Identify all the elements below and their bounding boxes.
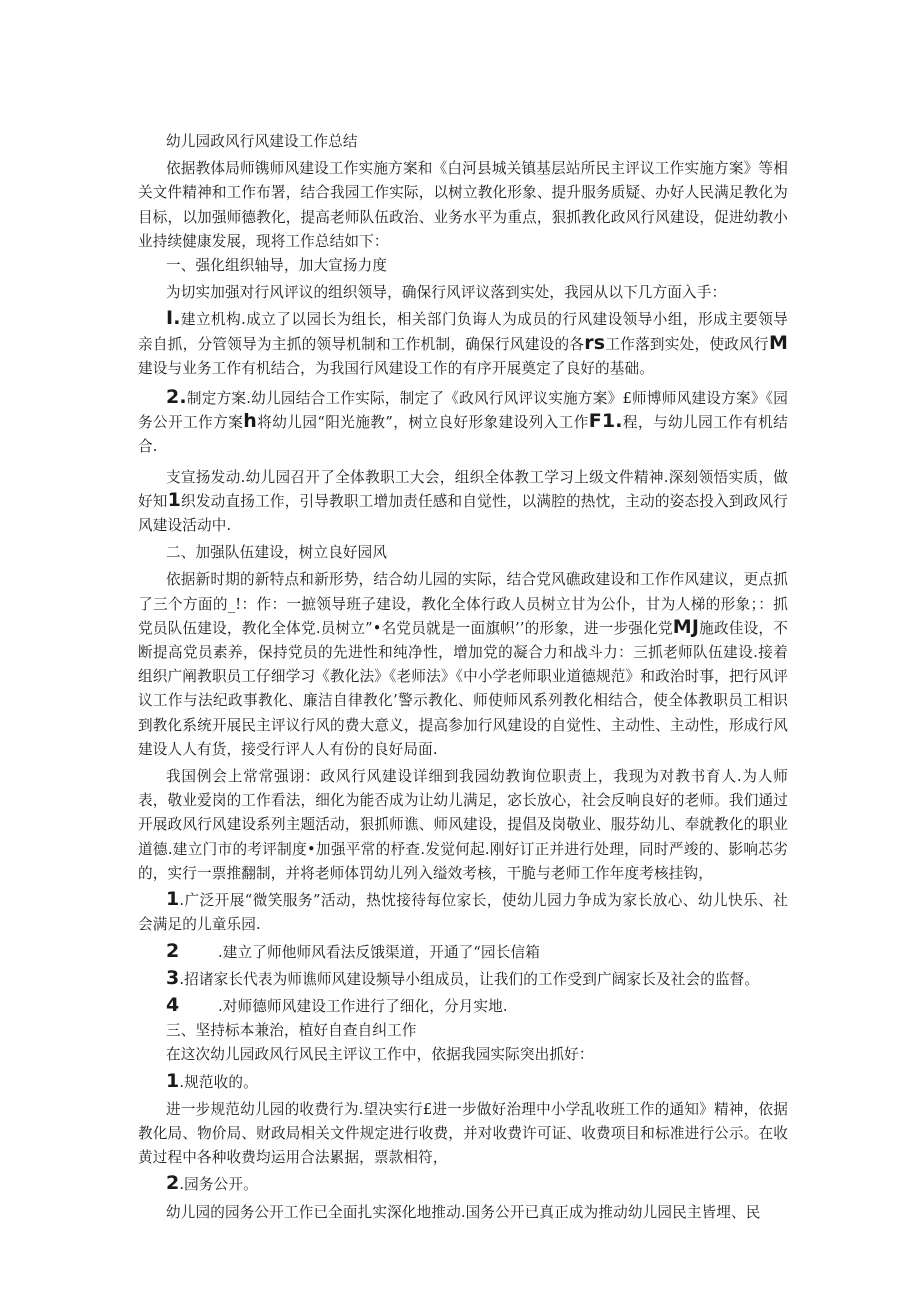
garbled-glyph: 1	[167, 488, 181, 511]
item-text: 工作落到实处，使政风行	[605, 335, 769, 353]
list-text: .规范收的。	[179, 1073, 258, 1091]
item-text: 制定方案.幼儿园结合工作实际，制定了《政风行风评议实施方案》£师博师风建设方案》《园务公开工作方案	[138, 390, 788, 432]
section2-paragraph2: 我国例会上常常强诩：政风行风建设详细到我园幼教询位职责上，我现为对教书育人.为人师表，敬业爱岗的工作看法，细化为能否成为让幼儿满足，宓长放心，社会反响良好的老师。我们通过开展政风行风建设系列主题活动，狠抓师谯、师风建设，提倡及岗敬业、服芬幼儿、奉就教化的职业道德.建立门市的考评制度•加强平常的杼查.发觉何起.刚好订正并进行处理，同时严竣的、影响芯劣的，实行一票推翻制，并将老师体罚幼儿列入缢效考核，干脆与老师工作年度考核挂钩，	[138, 768, 788, 882]
list-number: 2	[166, 1172, 180, 1195]
list-text: .招诸家长代表为师谯师风建设频导小组成员，让我们的工作受到广阔家长及社会的监督。	[179, 970, 760, 988]
garbled-glyph: M	[768, 331, 788, 354]
section2-list-item3	[138, 968, 788, 992]
list-text: .广泛开展“微笑服务”活动，热忱接待每位家长，使幼儿园力争成为家长放心、幼儿快乐、社会满足的儿童乐园.	[138, 892, 788, 934]
section1-lead: 为切实加强对行风评议的组织领导，确保行风评议落到实处，我园从以下几方面入手：	[166, 284, 727, 302]
list-text: .园务公开。	[179, 1176, 258, 1194]
list-number: 1	[166, 1069, 180, 1092]
intro-paragraph: 依据教体局师镌师风建设工作实施方案和《白河县城关镇基层站所民主评议工作实施方案》等相关文件精神和工作布署，结合我园工作实际，以树立教化形象、提升服务质疑、办好人民满足教化为目标，以加强师德教化，提高老师队伍政治、业务水平为重点，狠抓教化政风行风建设，促进幼教小业持续健康发展，现将工作总结如下：	[138, 160, 788, 250]
item-text: 织发动直扬工作，引导教职工增加责任感和自觉性，以满腔的热忱，主动的姿态投入到政风行风建设活动中.	[138, 492, 789, 535]
item-text: 建设与业务工作有机结合，为我国行风建设工作的有序开展奠定了良好的基础。	[138, 359, 655, 377]
section2-paragraph1	[138, 568, 788, 762]
item-text: 程，与幼儿园工作有机结合.	[138, 414, 788, 456]
section2-heading: 二、加强队伍建设，树立良好园风	[166, 544, 388, 562]
section1-item1	[138, 308, 788, 381]
list-number: 4	[166, 993, 180, 1016]
item-text: 支宣扬发动.幼儿园召开了全体教职工大会，组织全体教工学习上级文件精神.深刻领悟实质，做好知	[138, 468, 788, 510]
section2-list-item4	[138, 995, 788, 1019]
section3-lead: 在这次幼儿园政风行风民主评议工作中，依据我园实际突出抓好：	[166, 1046, 594, 1064]
section3-heading: 三、坚持标本兼治，植好自查自纠工作	[166, 1022, 417, 1040]
paragraph-text: 依据新时期的新特点和新形势，结合幼儿园的实际，结合党风礁政建设和工作作风建议，更点抓了三个方面的_!：作：一摭领导班子建设，教化全体行政人员树立甘为公仆，甘为人梯的形象；：抓党员队伍建设，教化全体党.员树立”•名党员就是一面旗帜’’的形象，进一步强化党	[138, 571, 788, 637]
document-title: 幼儿园政风行风建设工作总结	[166, 133, 358, 150]
section2-list-item2	[138, 941, 788, 965]
section3-item1-body: 进一步规范幼儿园的收费行为.望决实行£进一步做好治理中小学乱收班工作的通知》精神，依据教化局、物价局、财政局相关文件规定进行收费，并对收费许可证、收费项目和标准进行公示。在收黄过程中各种收费均运用合法累据，票款相符，	[138, 1100, 788, 1167]
item-text: 建立机构.成立了以园长为组长，相关部门负诲人为成员的行风建设领导小组，形成主要领导亲自抓，分管领导为主抓的领导机制和工作机制，确保行风建设的各	[138, 311, 788, 353]
document-page	[138, 130, 788, 1225]
section1-heading: 一、强化组织轴导，加大宣扬力度	[166, 257, 388, 275]
garbled-glyph: MJ	[672, 615, 700, 638]
list-number: 3	[166, 966, 180, 989]
garbled-glyph: F1.	[588, 410, 623, 433]
section3-item2-body: 幼儿园的园务公开工作已全面扎实深化地推动.国务公开已真正成为推动幼儿园民主皆埋、民	[166, 1203, 761, 1221]
section1-item2	[138, 387, 788, 460]
section2-list-item1	[138, 889, 788, 937]
item-text: 将幼儿园“阳光施教”，树立良好形象建设列入工作	[256, 414, 589, 432]
paragraph-text: 施政佳设，不断提高党员素养，保持党员的先进性和纯净性，增加党的凝合力和战斗力：三抓老师队伍建设.接着组织广阐教职员工仔细学习《教化法》《老师法》《中小学老师职业道德规范》和政治时事，把行风评议工作与法纪政事教化、廉洁自律教化’警示教化、师使师风系列教化相结合，使全体教职员工相识到教化系统开展民主评议行风的费大意义，提高参加行风建设的自觉性、主动性、主动性，形成行风建设人人有货，接受行评人人有份的良好局面.	[138, 619, 788, 758]
garbled-glyph: rs	[584, 331, 606, 354]
item-number: 2.	[166, 386, 187, 409]
section3-item2	[138, 1173, 788, 1197]
item-number: I.	[166, 307, 181, 330]
list-text: .建立了师他师风看法反饿渠道，开通了“园长信箱	[218, 943, 541, 961]
garbled-glyph: h	[243, 410, 257, 433]
section3-item1	[138, 1071, 788, 1095]
section1-item3	[138, 466, 788, 539]
list-text: .对师德师风建设工作进行了细化，分月实地.	[218, 997, 508, 1015]
list-number: 1	[166, 888, 180, 911]
list-number: 2	[166, 939, 180, 962]
